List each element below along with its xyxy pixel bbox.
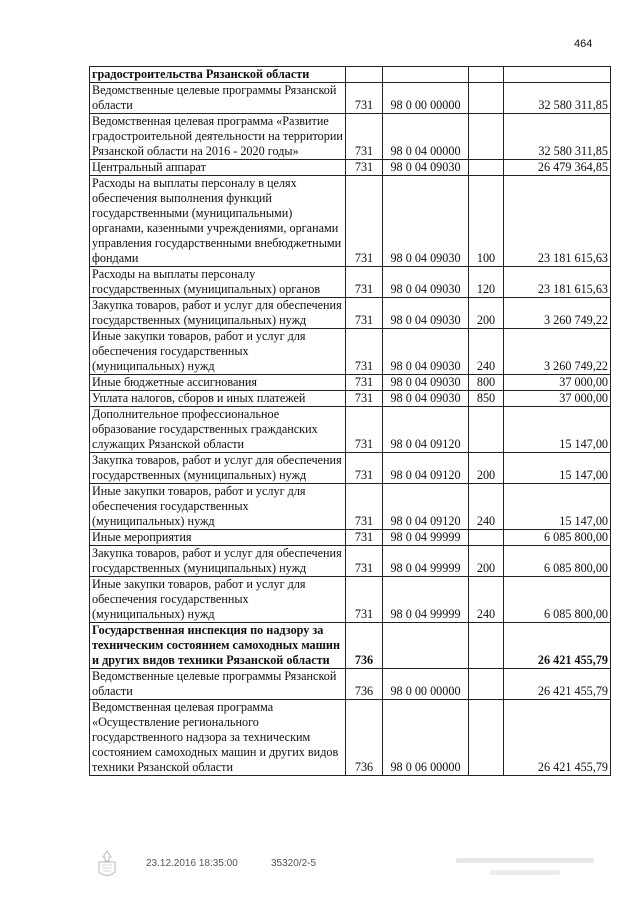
csr-cell: 98 0 04 99999 <box>383 577 469 623</box>
csr-cell: 98 0 04 09030 <box>383 391 469 407</box>
vr-cell: 240 <box>469 329 504 375</box>
table-row <box>90 160 611 176</box>
csr-cell: 98 0 04 09030 <box>383 329 469 375</box>
table-row <box>90 577 611 623</box>
csr-cell: 98 0 04 09120 <box>383 453 469 484</box>
dept-cell: 731 <box>346 83 383 114</box>
table-row <box>90 453 611 484</box>
name-cell: Расходы на выплаты персоналу в целях обеспечения выполнения функций государственными (муниципальными) органами, казенными учреждениями, органами управления государственными внебюджетными фондами <box>90 176 346 267</box>
sum-cell: 23 181 615,63 <box>504 176 611 267</box>
vr-cell: 120 <box>469 267 504 298</box>
sum-cell: 15 147,00 <box>504 453 611 484</box>
table-row <box>90 375 611 391</box>
vr-cell <box>469 160 504 176</box>
dept-cell <box>346 67 383 83</box>
vr-cell: 800 <box>469 375 504 391</box>
name-cell: Закупка товаров, работ и услуг для обеспечения государственных (муниципальных) нужд <box>90 546 346 577</box>
budget-table-body <box>90 67 611 776</box>
table-row <box>90 669 611 700</box>
vr-cell <box>469 114 504 160</box>
name-cell: Расходы на выплаты персоналу государственных (муниципальных) органов <box>90 267 346 298</box>
sum-cell: 26 421 455,79 <box>504 669 611 700</box>
vr-cell <box>469 407 504 453</box>
csr-cell: 98 0 00 00000 <box>383 669 469 700</box>
dept-cell: 731 <box>346 577 383 623</box>
table-row <box>90 391 611 407</box>
dept-cell: 736 <box>346 669 383 700</box>
dept-cell: 731 <box>346 298 383 329</box>
page-number: 464 <box>574 38 593 50</box>
dept-cell: 731 <box>346 530 383 546</box>
csr-cell: 98 0 04 09030 <box>383 176 469 267</box>
sum-cell: 23 181 615,63 <box>504 267 611 298</box>
name-cell: Уплата налогов, сборов и иных платежей <box>90 391 346 407</box>
table-row <box>90 407 611 453</box>
csr-cell <box>383 67 469 83</box>
dept-cell: 731 <box>346 453 383 484</box>
table-row <box>90 267 611 298</box>
dept-cell: 736 <box>346 700 383 776</box>
name-cell: Дополнительное профессиональное образование государственных гражданских служащих Рязанской области <box>90 407 346 453</box>
footer-doc-code: 35320/2-5 <box>271 858 317 869</box>
vr-cell: 200 <box>469 546 504 577</box>
vr-cell: 200 <box>469 298 504 329</box>
table-row <box>90 546 611 577</box>
csr-cell: 98 0 04 09030 <box>383 267 469 298</box>
name-cell: Иные закупки товаров, работ и услуг для обеспечения государственных (муниципальных) нужд <box>90 577 346 623</box>
dept-cell: 731 <box>346 546 383 577</box>
table-row <box>90 83 611 114</box>
sum-cell: 37 000,00 <box>504 375 611 391</box>
csr-cell: 98 0 04 99999 <box>383 530 469 546</box>
vr-cell <box>469 700 504 776</box>
csr-cell: 98 0 04 09030 <box>383 298 469 329</box>
dept-cell: 731 <box>346 484 383 530</box>
dept-cell: 731 <box>346 407 383 453</box>
sum-cell: 3 260 749,22 <box>504 329 611 375</box>
name-cell: Ведомственная целевая программа «Развитие градостроительной деятельности на территории Рязанской области на 2016 - 2020 годы» <box>90 114 346 160</box>
name-cell: Закупка товаров, работ и услуг для обеспечения государственных (муниципальных) нужд <box>90 453 346 484</box>
name-cell: Ведомственные целевые программы Рязанской области <box>90 83 346 114</box>
sum-cell: 32 580 311,85 <box>504 114 611 160</box>
sum-cell: 6 085 800,00 <box>504 530 611 546</box>
csr-cell: 98 0 04 09120 <box>383 484 469 530</box>
sum-cell: 26 421 455,79 <box>504 623 611 669</box>
vr-cell: 100 <box>469 176 504 267</box>
table-row <box>90 530 611 546</box>
csr-cell: 98 0 04 99999 <box>383 546 469 577</box>
name-cell: Иные закупки товаров, работ и услуг для обеспечения государственных (муниципальных) нужд <box>90 329 346 375</box>
dept-cell: 731 <box>346 267 383 298</box>
vr-cell: 240 <box>469 484 504 530</box>
vr-cell <box>469 530 504 546</box>
dept-cell: 731 <box>346 391 383 407</box>
name-cell: Закупка товаров, работ и услуг для обеспечения государственных (муниципальных) нужд <box>90 298 346 329</box>
name-cell: градостроительства Рязанской области <box>90 67 346 83</box>
table-row <box>90 67 611 83</box>
sum-cell: 26 421 455,79 <box>504 700 611 776</box>
table-row <box>90 623 611 669</box>
csr-cell: 98 0 04 09030 <box>383 160 469 176</box>
csr-cell: 98 0 00 00000 <box>383 83 469 114</box>
name-cell: Центральный аппарат <box>90 160 346 176</box>
vr-cell <box>469 669 504 700</box>
csr-cell: 98 0 06 00000 <box>383 700 469 776</box>
dept-cell: 731 <box>346 375 383 391</box>
table-row <box>90 700 611 776</box>
dept-cell: 731 <box>346 176 383 267</box>
footer-datetime: 23.12.2016 18:35:00 <box>146 858 238 869</box>
sum-cell: 26 479 364,85 <box>504 160 611 176</box>
vr-cell <box>469 623 504 669</box>
vr-cell <box>469 67 504 83</box>
dept-cell: 731 <box>346 160 383 176</box>
budget-table <box>89 66 611 776</box>
name-cell: Государственная инспекция по надзору за техническим состоянием самоходных машин и других видов техники Рязанской области <box>90 623 346 669</box>
name-cell: Иные мероприятия <box>90 530 346 546</box>
faint-watermark <box>450 854 600 884</box>
csr-cell: 98 0 04 00000 <box>383 114 469 160</box>
vr-cell <box>469 83 504 114</box>
sum-cell: 3 260 749,22 <box>504 298 611 329</box>
sum-cell: 6 085 800,00 <box>504 577 611 623</box>
emblem-stamp-icon <box>94 848 120 882</box>
dept-cell: 736 <box>346 623 383 669</box>
sum-cell <box>504 67 611 83</box>
sum-cell: 37 000,00 <box>504 391 611 407</box>
table-row <box>90 176 611 267</box>
vr-cell: 240 <box>469 577 504 623</box>
table-row <box>90 329 611 375</box>
csr-cell: 98 0 04 09120 <box>383 407 469 453</box>
vr-cell: 200 <box>469 453 504 484</box>
sum-cell: 32 580 311,85 <box>504 83 611 114</box>
name-cell: Ведомственная целевая программа «Осуществление регионального государственного надзора за техническим состоянием самоходных машин и других видов техники Рязанской области <box>90 700 346 776</box>
name-cell: Иные закупки товаров, работ и услуг для обеспечения государственных (муниципальных) нужд <box>90 484 346 530</box>
dept-cell: 731 <box>346 114 383 160</box>
csr-cell <box>383 623 469 669</box>
table-row <box>90 298 611 329</box>
name-cell: Иные бюджетные ассигнования <box>90 375 346 391</box>
dept-cell: 731 <box>346 329 383 375</box>
table-row <box>90 114 611 160</box>
csr-cell: 98 0 04 09030 <box>383 375 469 391</box>
table-row <box>90 484 611 530</box>
name-cell: Ведомственные целевые программы Рязанской области <box>90 669 346 700</box>
sum-cell: 15 147,00 <box>504 407 611 453</box>
sum-cell: 6 085 800,00 <box>504 546 611 577</box>
vr-cell: 850 <box>469 391 504 407</box>
sum-cell: 15 147,00 <box>504 484 611 530</box>
